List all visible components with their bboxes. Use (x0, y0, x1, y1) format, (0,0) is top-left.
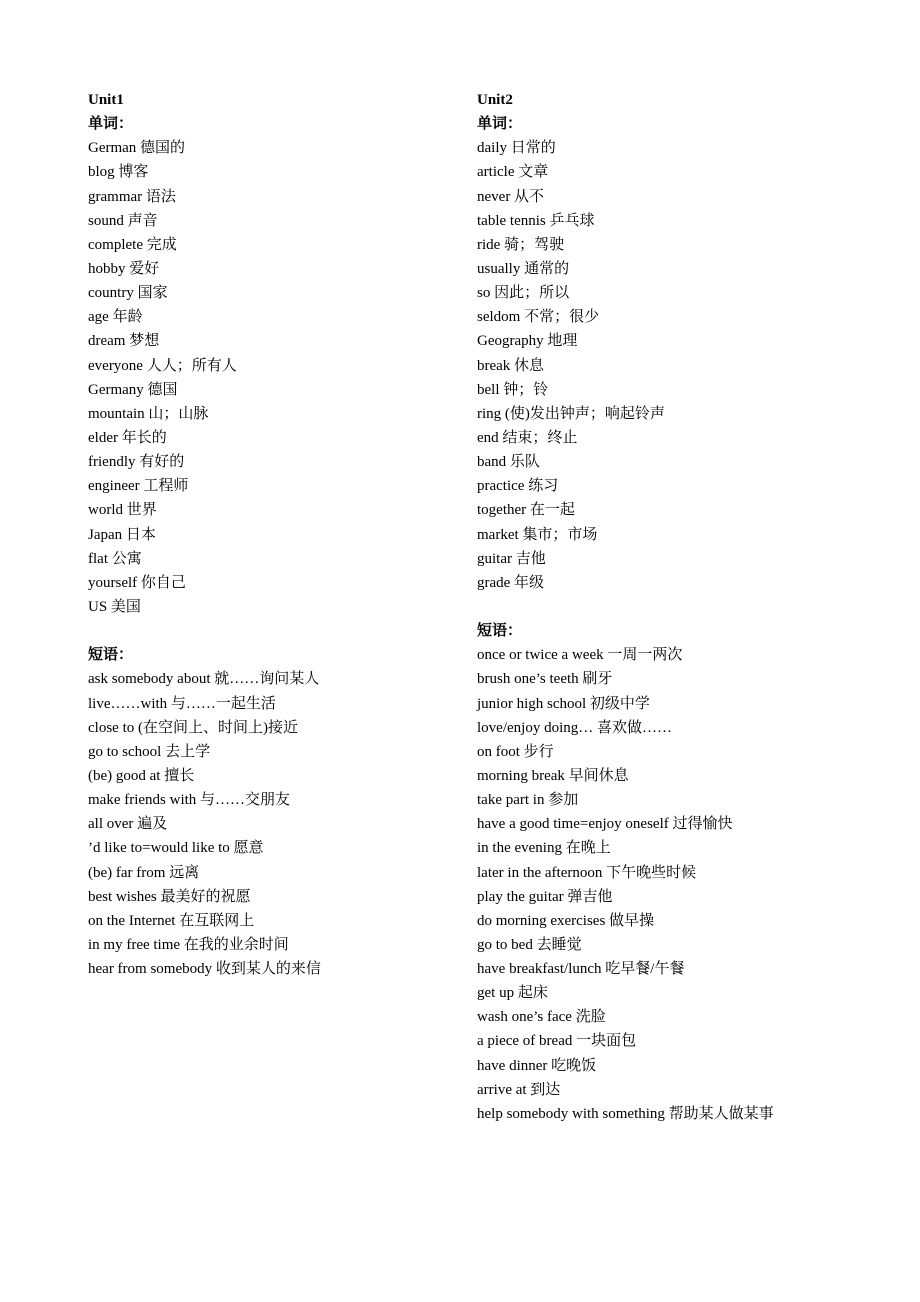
word-item: sound 声音 (88, 212, 158, 229)
phrase-item: go to school 去上学 (88, 743, 211, 760)
word-list (88, 136, 488, 619)
phrase-item: in the evening 在晚上 (477, 840, 611, 857)
word-item: end 结束；终止 (477, 429, 578, 446)
phrase-item: play the guitar 弹吉他 (477, 888, 613, 905)
phrase-item: love/enjoy doing… 喜欢做…… (477, 719, 672, 736)
phrase-item: brush one’s teeth 刷牙 (477, 671, 613, 688)
word-item: guitar 吉他 (477, 550, 546, 567)
phrase-item: help somebody with something 帮助某人做某事 (477, 1105, 774, 1122)
word-item: Germany 德国 (88, 381, 178, 398)
word-item: Geography 地理 (477, 333, 578, 350)
word-item: everyone 人人；所有人 (88, 357, 237, 374)
phrase-item: arrive at 到达 (477, 1081, 561, 1098)
word-item: article 文章 (477, 164, 549, 181)
phrase-item: have dinner 吃晚饭 (477, 1057, 597, 1074)
word-item: age 年龄 (88, 309, 143, 326)
word-item: daily 日常的 (477, 140, 556, 157)
phrase-item: on foot 步行 (477, 743, 554, 760)
word-item: world 世界 (88, 502, 157, 519)
word-item: usually 通常的 (477, 260, 570, 277)
word-item: together 在一起 (477, 502, 575, 519)
phrase-item: do morning exercises 做早操 (477, 912, 655, 929)
words-heading: 单词： (88, 116, 134, 133)
word-item: break 休息 (477, 357, 545, 374)
phrase-item: have a good time=enjoy oneself 过得愉快 (477, 816, 733, 833)
word-item: country 国家 (88, 285, 168, 302)
word-item: ride 骑；驾驶 (477, 236, 565, 253)
phrase-list (88, 667, 488, 981)
phrase-item: junior high school 初级中学 (477, 695, 650, 712)
unit2-column (477, 88, 877, 1126)
word-item: hobby 爱好 (88, 260, 160, 277)
phrase-item: live……with 与……一起生活 (88, 695, 276, 712)
phrases-heading: 短语： (88, 647, 134, 664)
phrase-item: in my free time 在我的业余时间 (88, 936, 289, 953)
phrase-item: ask somebody about 就……询问某人 (88, 671, 320, 688)
word-item: bell 钟；铃 (477, 381, 549, 398)
unit1-column (88, 88, 488, 981)
word-item: market 集市；市场 (477, 526, 598, 543)
phrase-item: go to bed 去睡觉 (477, 936, 582, 953)
word-item: so 因此；所以 (477, 285, 570, 302)
phrase-item: best wishes 最美好的祝愿 (88, 888, 251, 905)
unit-title: Unit1 (88, 92, 124, 108)
spacer (477, 595, 877, 619)
phrase-item: morning break 早间休息 (477, 767, 629, 784)
word-item: engineer 工程师 (88, 478, 189, 495)
word-item: German 德国的 (88, 140, 186, 157)
word-item: yourself 你自己 (88, 574, 186, 591)
phrase-item: once or twice a week 一周一两次 (477, 647, 683, 664)
word-item: grade 年级 (477, 574, 545, 591)
phrase-item: (be) far from 远离 (88, 864, 200, 881)
phrase-item: make friends with 与……交朋友 (88, 792, 291, 809)
word-item: complete 完成 (88, 236, 177, 253)
word-list (477, 136, 877, 595)
word-item: band 乐队 (477, 454, 540, 471)
word-item: mountain 山；山脉 (88, 405, 209, 422)
phrase-item: hear from somebody 收到某人的来信 (88, 961, 321, 978)
words-heading: 单词： (477, 116, 523, 133)
phrase-item: wash one’s face 洗脸 (477, 1009, 606, 1026)
word-item: dream 梦想 (88, 333, 160, 350)
word-item: US 美国 (88, 598, 141, 615)
word-item: Japan 日本 (88, 526, 156, 543)
word-item: seldom 不常；很少 (477, 309, 600, 326)
word-item: blog 博客 (88, 164, 149, 181)
phrase-item: have breakfast/lunch 吃早餐/午餐 (477, 961, 685, 978)
word-item: elder 年长的 (88, 429, 167, 446)
phrases-heading: 短语： (477, 623, 523, 640)
word-item: friendly 有好的 (88, 454, 185, 471)
phrase-list (477, 643, 877, 1126)
phrase-item: all over 遍及 (88, 816, 168, 833)
word-item: ring (使)发出钟声；响起铃声 (477, 405, 665, 422)
unit-title: Unit2 (477, 92, 513, 108)
phrase-item: get up 起床 (477, 985, 548, 1002)
word-item: never 从不 (477, 188, 545, 205)
phrase-item: later in the afternoon 下午晚些时候 (477, 864, 697, 881)
word-item: practice 练习 (477, 478, 559, 495)
spacer (88, 619, 488, 643)
word-item: grammar 语法 (88, 188, 176, 205)
phrase-item: take part in 参加 (477, 792, 579, 809)
word-item: table tennis 乒乓球 (477, 212, 595, 229)
phrase-item: a piece of bread 一块面包 (477, 1033, 637, 1050)
word-item: flat 公寓 (88, 550, 142, 567)
phrase-item: on the Internet 在互联网上 (88, 912, 255, 929)
phrase-item: ’d like to=would like to 愿意 (88, 840, 264, 857)
phrase-item: close to (在空间上、时间上)接近 (88, 719, 298, 736)
phrase-item: (be) good at 擅长 (88, 767, 195, 784)
